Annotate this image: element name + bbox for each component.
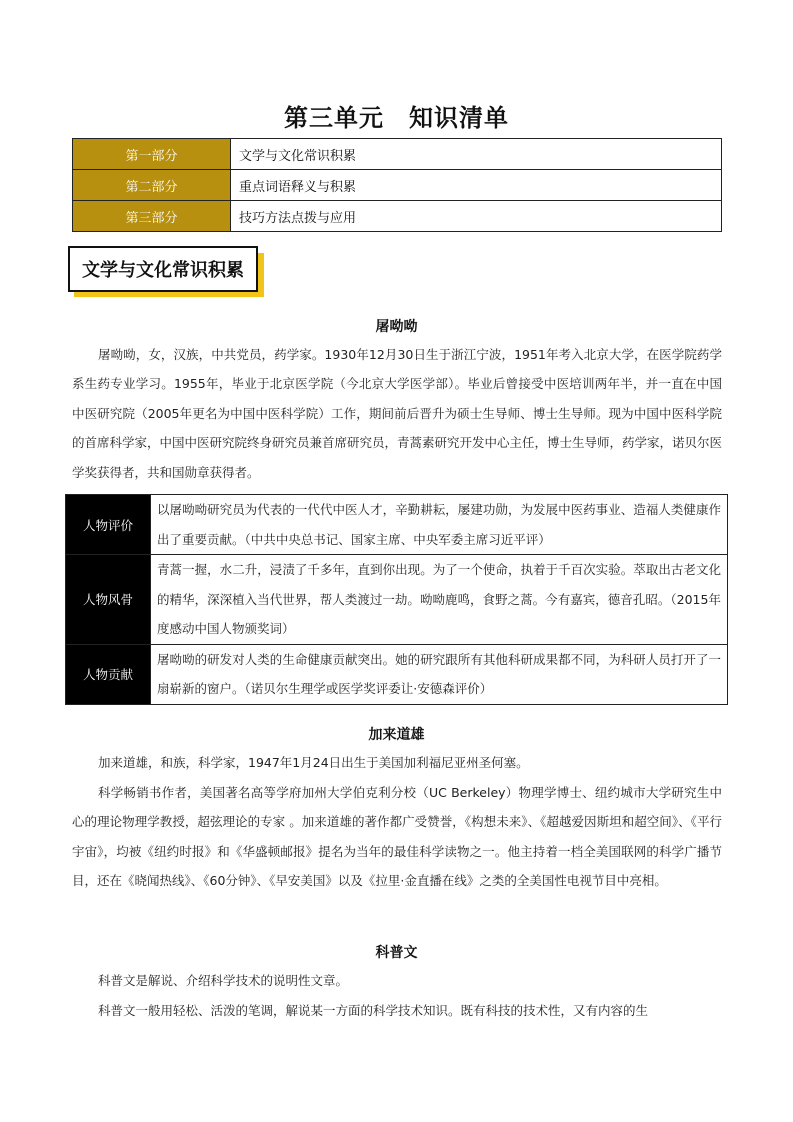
evaluation-row	[66, 495, 728, 555]
contents-table	[72, 138, 722, 232]
contents-topic: 文学与文化常识积累	[231, 139, 722, 170]
evaluation-label: 人物评价	[66, 495, 151, 555]
evaluation-text: 青蒿一握，水二升，浸渍了千多年，直到你出现。为了一个使命，执着于千百次实验。萃取出古老文化的精华，深深植入当代世界，帮人类渡过一劫。呦呦鹿鸣，食野之蒿。今有嘉宾，德音孔昭。（2015年度感动中国人物颁奖词）	[151, 555, 728, 645]
contents-part-label: 第一部分	[73, 139, 231, 170]
heading-kepu: 科普文	[375, 945, 418, 961]
section-title-badge	[68, 246, 266, 300]
evaluation-text: 以屠呦呦研究员为代表的一代代中医人才，辛勤耕耘，屡建功勋，为发展中医药事业、造福人类健康作出了重要贡献。（中共中央总书记、国家主席、中央军委主席习近平评）	[151, 495, 728, 555]
contents-part-label: 第三部分	[73, 201, 231, 232]
tuyouyou-bio: 屠呦呦，女，汉族，中共党员，药学家。1930年12月30日生于浙江宁波，1951年考入北京大学，在医学院药学系生药专业学习。1955年，毕业于北京医学院（今北京大学医学部）。毕业后曾接受中医培训两年半，并一直在中国中医研究院（2005年更名为中国中医科学院）工作，期间前后晋升为硕士生导师、博士生导师。现为中国中医科学院的首席科学家，中国中医研究院终身研究员兼首席研究员，青蒿素研究开发中心主任，博士生导师，药学家，诺贝尔医学奖获得者，共和国勋章获得者。	[72, 347, 723, 480]
contents-part-label: 第二部分	[73, 170, 231, 201]
heading-tuyouyou: 屠呦呦	[375, 319, 418, 335]
kaku-paragraph-1: 加来道雄，和族，科学家，1947年1月24日出生于美国加利福尼亚州圣何塞。	[98, 755, 529, 770]
contents-row	[73, 139, 722, 170]
contents-row	[73, 201, 722, 232]
tuyouyou-evaluation-table	[65, 494, 728, 705]
evaluation-text: 屠呦呦的研发对人类的生命健康贡献突出。她的研究跟所有其他科研成果都不同，为科研人员打开了一扇崭新的窗户。（诺贝尔生理学或医学奖评委让·安德森评价）	[151, 644, 728, 704]
kepu-paragraph-1: 科普文是解说、介绍科学技术的说明性文章。	[98, 973, 349, 988]
evaluation-row	[66, 555, 728, 645]
contents-topic: 技巧方法点拨与应用	[231, 201, 722, 232]
heading-kaku: 加来道雄	[368, 727, 425, 743]
evaluation-row	[66, 644, 728, 704]
contents-row	[73, 170, 722, 201]
contents-topic: 重点词语释义与积累	[231, 170, 722, 201]
kaku-paragraph-2: 科学畅销书作者，美国著名高等学府加州大学伯克利分校（UC Berkeley）物理学博士、纽约城市大学研究生中心的理论物理学教授，超弦理论的专家 。加来道雄的著作都广受赞誉，《构想未来》、《超越爱因斯坦和超空间》、《平行宇宙》，均被《纽约时报》和《华盛顿邮报》提名为当年的最佳科学读物之一。他主持着一档全美国联网的科学广播节目，还在《晓闻热线》、《60分钟》、《早安美国》以及《拉里·金直播在线》之类的全美国性电视节目中亮相。	[72, 785, 722, 889]
section-title: 文学与文化常识积累	[68, 246, 258, 292]
page-title: 第三单元 知识清单	[284, 103, 509, 132]
evaluation-label: 人物贡献	[66, 644, 151, 704]
evaluation-label: 人物风骨	[66, 555, 151, 645]
kepu-paragraph-2: 科普文一般用轻松、活泼的笔调，解说某一方面的科学技术知识。既有科技的技术性，又有内容的生	[98, 1003, 649, 1018]
